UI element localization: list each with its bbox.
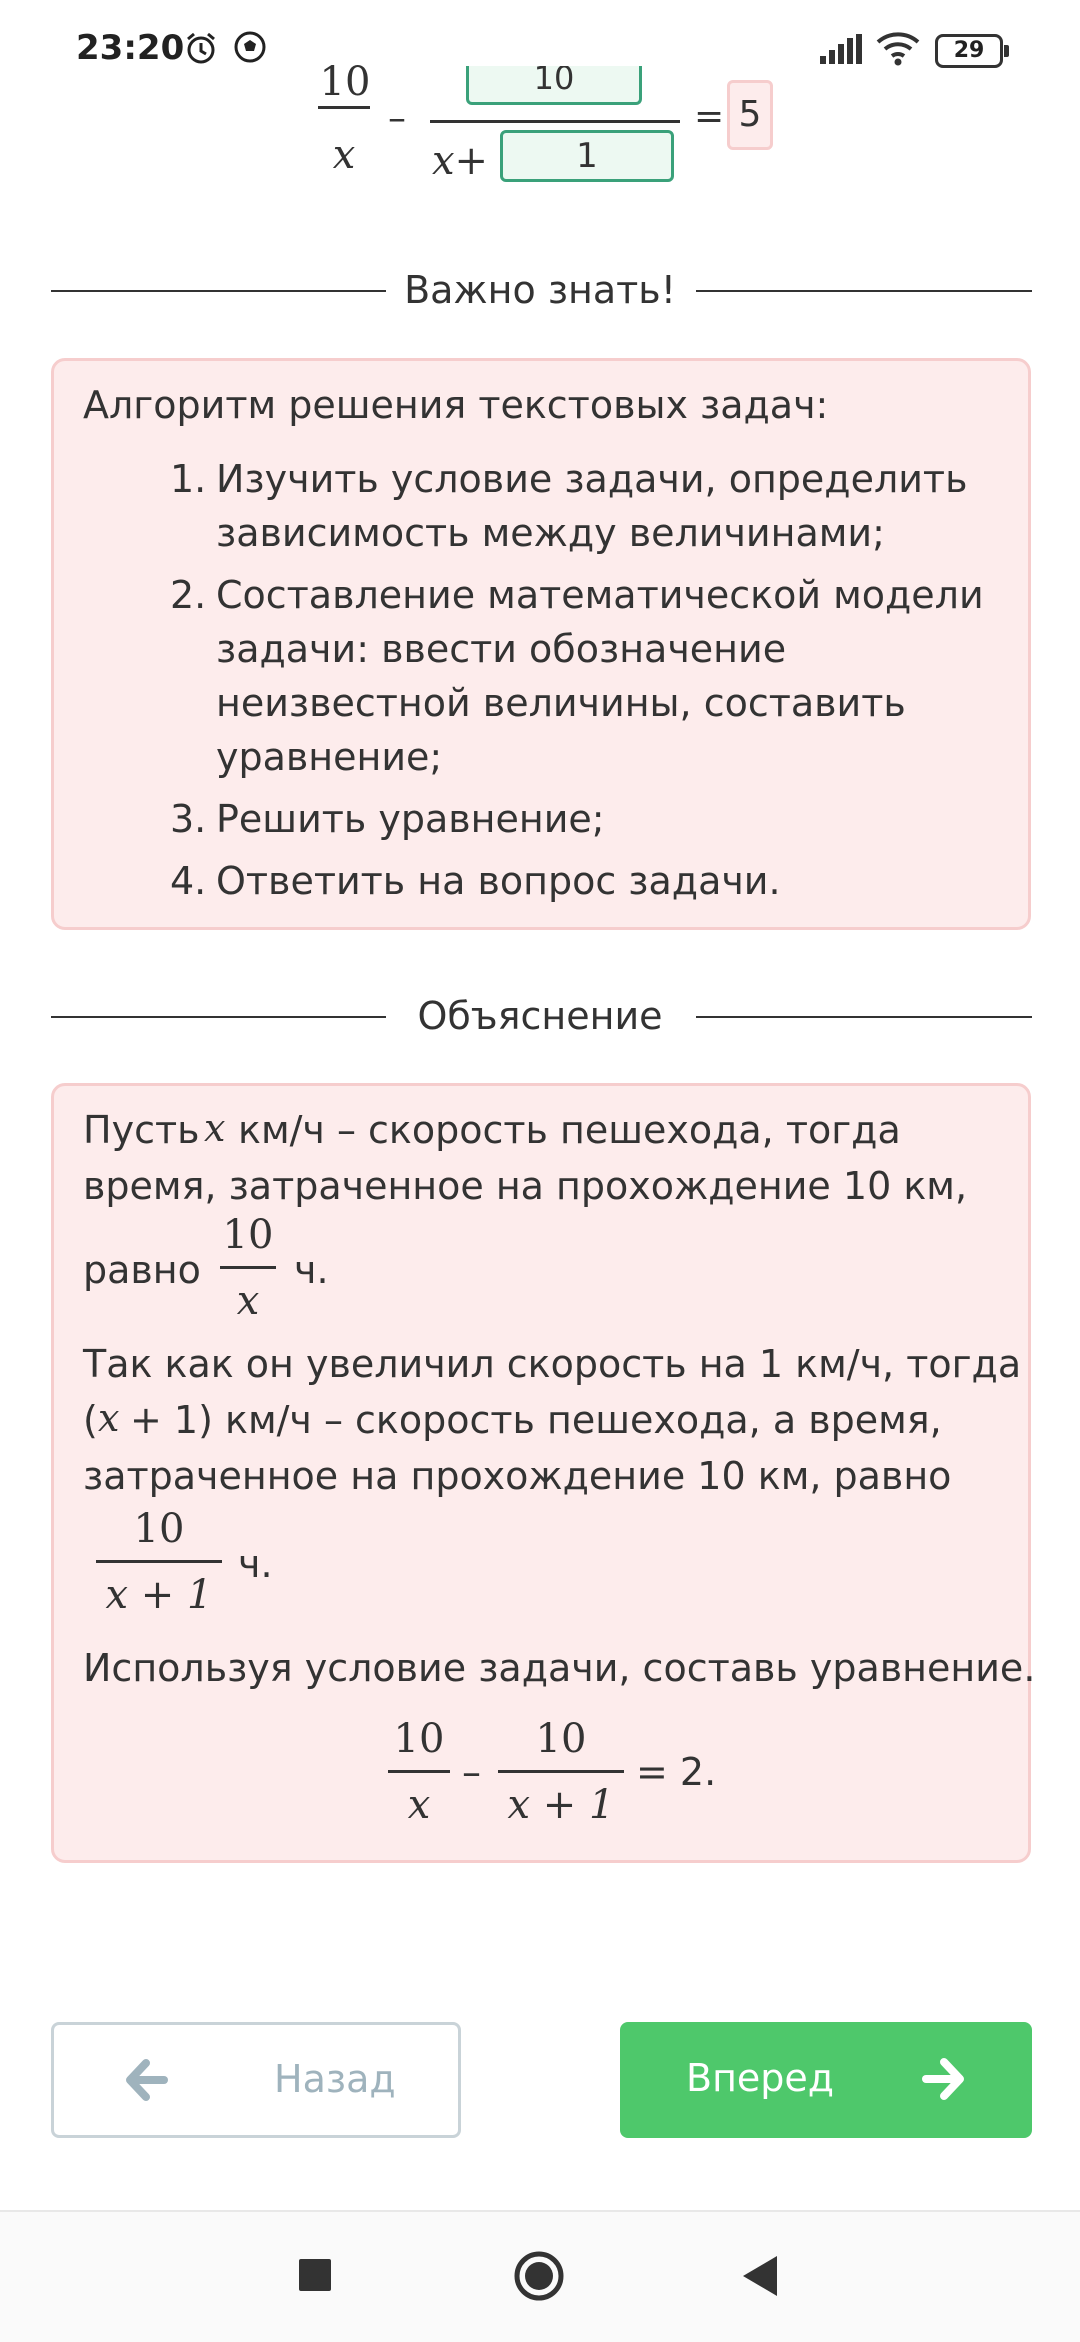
divider-right-2 [696,1016,1032,1018]
p2-unit: ч. [238,1542,273,1586]
explanation-title: Объяснение [417,994,663,1038]
top-frac2-den-prefix: x+ [432,138,489,184]
signal-icon [820,34,862,68]
p2-frac-den: x + 1 [105,1572,213,1618]
top-frac1-den: x [332,132,356,178]
eq-frac2-bar [498,1770,624,1773]
p2-line-3: затраченное на прохождение 10 км, равно [83,1454,952,1498]
step-1-number: 1. [170,457,207,501]
next-button-label: Вперед [686,2056,835,2100]
step-3-number: 3. [170,797,207,841]
step-2-line-3: неизвестной величины, составить [216,681,906,725]
step-2-line-4: уравнение; [216,735,443,779]
eq-frac2-den: x + 1 [507,1782,615,1828]
answer-box-numerator[interactable] [466,66,642,105]
step-2-line-1: Составление математической модели [216,573,984,617]
important-title: Важно знать! [404,268,676,312]
system-nav-bar [0,2210,1080,2342]
step-4-line-1: Ответить на вопрос задачи. [216,859,781,903]
p2-line-1: Так как он увеличил скорость на 1 км/ч, тогда [83,1342,1022,1386]
back-button-label: Назад [274,2057,396,2101]
p3-line: Используя условие задачи, составь уравнение. [83,1646,1036,1690]
step-3-line-1: Решить уравнение; [216,797,605,841]
alarm-icon [183,30,219,70]
p2-var-x: x [98,1396,120,1440]
eq-minus: – [462,1750,481,1794]
p1-frac-den: x [236,1278,260,1324]
p1-unit: ч. [294,1248,329,1292]
divider-right [696,290,1032,292]
explanation-card [51,1083,1036,1863]
divider-left-2 [51,1016,386,1018]
eq-frac1-den: x [407,1782,431,1828]
p1-line-1-pre: Пусть [83,1108,200,1152]
step-4-number: 4. [170,859,207,903]
p1-var-x: x [204,1106,226,1150]
p1-line-2: время, затраченное на прохождение 10 км, [83,1164,968,1208]
step-1-line-2: зависимость между величинами; [216,511,885,555]
arrow-right-icon [922,2054,966,2108]
battery-icon: 29 [935,34,1003,68]
top-frac1-bar [318,106,370,109]
eq-frac2-num: 10 [535,1716,587,1762]
step-1-line-1: Изучить условие задачи, определить [216,457,968,501]
wifi-icon [876,32,920,70]
p2-line-2-post: + 1) км/ч – скорость пешехода, а время, [130,1398,942,1442]
eq-frac1-bar [388,1770,450,1773]
recent-apps-icon[interactable] [299,2259,331,2295]
answer-rhs-value: 5 [738,94,762,135]
arrow-left-icon [124,2055,168,2109]
step-2-line-2: задачи: ввести обозначение [216,627,787,671]
p2-frac-bar [96,1560,222,1563]
p2-open-paren: ( [83,1398,98,1442]
p2-frac-num: 10 [133,1506,185,1552]
p1-frac-num: 10 [222,1212,274,1258]
p1-line-3: равно [83,1248,201,1292]
p1-frac-bar [220,1266,276,1269]
soccer-ball-icon [233,30,267,68]
p1-line-1-post: км/ч – скорость пешехода, тогда [238,1108,901,1152]
top-minus: – [388,98,406,139]
back-nav-icon[interactable] [743,2256,777,2300]
home-icon[interactable] [513,2250,565,2306]
eq-tail: = 2. [636,1750,717,1794]
answer-box-denominator[interactable] [500,130,674,182]
divider-left [51,290,386,292]
answer-box-rhs[interactable] [727,80,773,150]
status-time: 23:20 [76,28,185,68]
step-2-number: 2. [170,573,207,617]
important-card [51,358,1031,930]
next-button[interactable] [620,2022,1032,2138]
answer-numerator-value: 10 [533,66,575,97]
top-frac1-num: 10 [319,59,371,105]
answer-denominator-value: 1 [576,136,598,176]
eq-frac1-num: 10 [393,1716,445,1762]
top-equals: = [694,96,725,137]
algorithm-heading: Алгоритм решения текстовых задач: [83,383,829,427]
top-frac2-bar [430,120,680,123]
back-button[interactable] [51,2022,461,2138]
